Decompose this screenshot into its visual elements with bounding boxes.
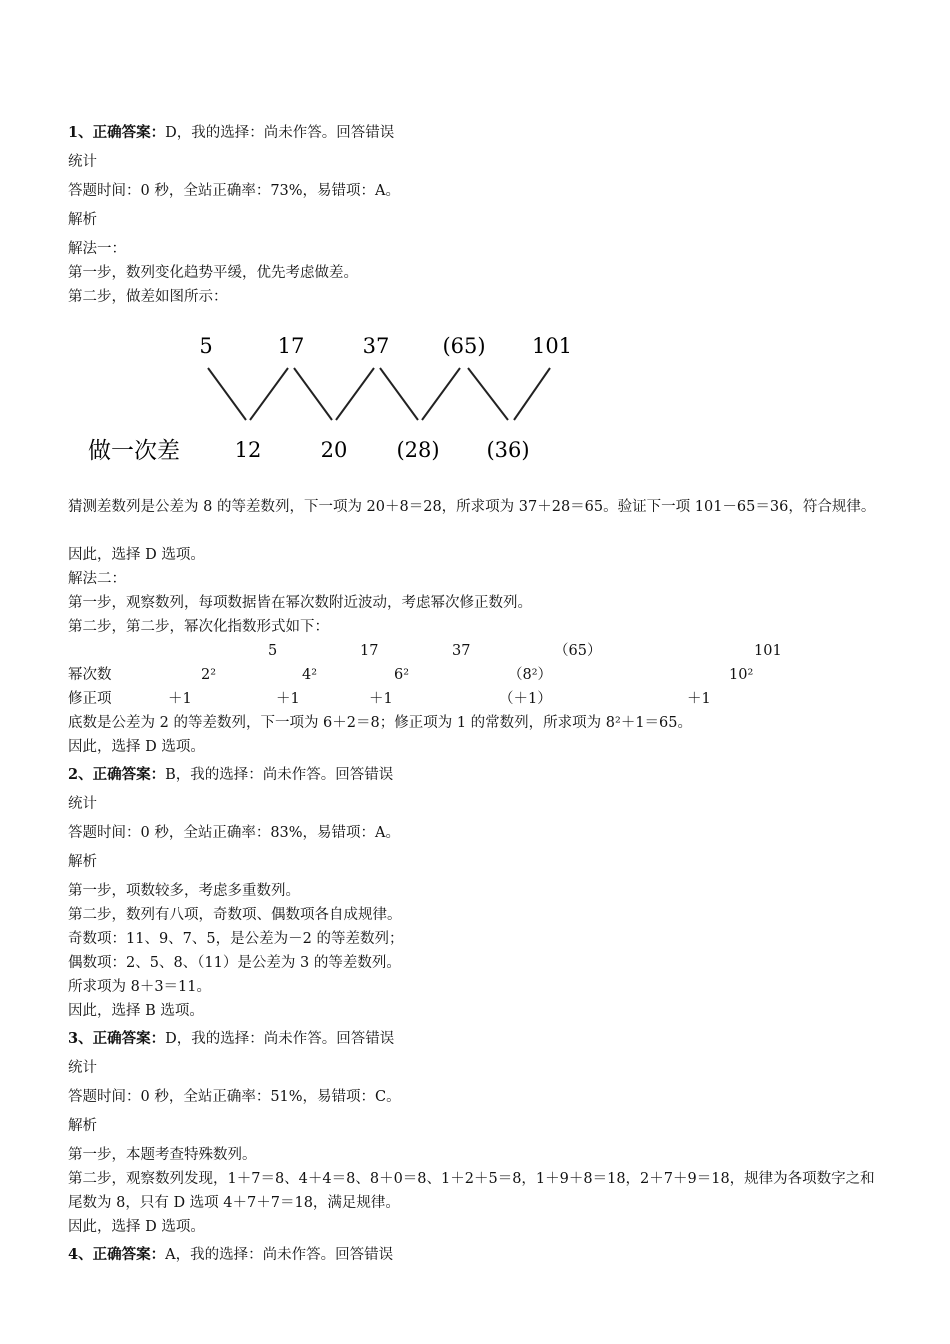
table-power: 4²	[302, 667, 318, 683]
diagram-top-term: 101	[531, 334, 573, 358]
q2-analysis-title: 解析	[68, 854, 97, 870]
q1-method2-conclusion: 因此，选择 D 选项。	[68, 739, 205, 755]
q1-method2-step2: 第二步，第二步，幂次化指数形式如下：	[68, 619, 329, 635]
q3-stats-line: 答题时间：0 秒，全站正确率：51%，易错项：C。	[68, 1089, 401, 1105]
table-term: 5	[268, 643, 278, 659]
table-correction: （＋1）	[499, 691, 552, 707]
difference-diagram	[68, 320, 588, 480]
diagram-diff-term: 20	[320, 438, 348, 462]
q3-conclusion: 因此，选择 D 选项。	[68, 1219, 205, 1235]
table-power-label: 幂次数	[68, 667, 112, 683]
q2-odd-terms: 奇数项：11、9、7、5，是公差为－2 的等差数列；	[68, 931, 404, 947]
table-term: （65）	[554, 643, 602, 659]
q2-result: 所求项为 8＋3＝11。	[68, 979, 212, 995]
q2-step1: 第一步，项数较多，考虑多重数列。	[68, 883, 300, 899]
q2-header: 2、正确答案：B，我的选择：尚未作答。回答错误	[68, 766, 394, 783]
table-power: 2²	[201, 667, 217, 683]
diagram-top-term: 5	[199, 334, 213, 358]
table-power: （8²）	[508, 667, 553, 683]
q1-header: 1、正确答案：D，我的选择：尚未作答。回答错误	[68, 124, 395, 141]
table-term: 37	[452, 643, 471, 659]
table-correction: ＋1	[276, 691, 300, 707]
q1-method2-paragraph: 底数是公差为 2 的等差数列，下一项为 6＋2＝8；修正项为 1 的常数列，所求项为 8²＋1＝65。	[68, 715, 692, 731]
table-power: 6²	[394, 667, 410, 683]
table-power: 10²	[729, 667, 754, 683]
q1-stats-line: 答题时间：0 秒，全站正确率：73%，易错项：A。	[68, 183, 401, 199]
q2-step2: 第二步，数列有八项，奇数项、偶数项各自成规律。	[68, 907, 402, 923]
diagram-diff-term: (36)	[486, 438, 530, 462]
q1-method1-conclusion: 因此，选择 D 选项。	[68, 547, 205, 563]
diagram-label: 做一次差	[88, 438, 180, 464]
q1-analysis-title: 解析	[68, 212, 97, 228]
q2-stats-title: 统计	[68, 796, 97, 812]
q1-stats-title: 统计	[68, 154, 97, 170]
table-correction: ＋1	[168, 691, 192, 707]
diagram-top-term: (65)	[442, 334, 486, 358]
q1-method1-step1: 第一步，数列变化趋势平缓，优先考虑做差。	[68, 265, 358, 281]
q3-header: 3、正确答案：D，我的选择：尚未作答。回答错误	[68, 1030, 395, 1047]
table-term: 17	[360, 643, 379, 659]
table-term: 101	[754, 643, 782, 659]
q2-even-terms: 偶数项：2、5、8、（11）是公差为 3 的等差数列。	[68, 955, 401, 971]
q2-conclusion: 因此，选择 B 选项。	[68, 1003, 204, 1019]
table-correction-label: 修正项	[68, 691, 112, 707]
q1-method1-paragraph: 猜测差数列是公差为 8 的等差数列，下一项为 20＋8＝28，所求项为 37＋28＝65。验证下一项 101－65＝36，符合规律。	[68, 499, 876, 515]
q1-method1-step2: 第二步，做差如图所示：	[68, 289, 228, 305]
table-correction: ＋1	[687, 691, 711, 707]
diagram-top-term: 37	[362, 334, 390, 358]
q4-header: 4、正确答案：A，我的选择：尚未作答。回答错误	[68, 1246, 394, 1263]
q1-method2-step1: 第一步，观察数列，每项数据皆在幂次数附近波动，考虑幂次修正数列。	[68, 595, 532, 611]
q1-method2-title: 解法二：	[68, 571, 126, 587]
table-correction: ＋1	[369, 691, 393, 707]
q2-stats-line: 答题时间：0 秒，全站正确率：83%，易错项：A。	[68, 825, 401, 841]
diagram-connector-lines	[208, 368, 550, 420]
diagram-diff-term: (28)	[396, 438, 440, 462]
q3-step1: 第一步，本题考查特殊数列。	[68, 1147, 257, 1163]
q1-method1-title: 解法一：	[68, 241, 126, 257]
diagram-top-term: 17	[277, 334, 305, 358]
diagram-diff-term: 12	[234, 438, 262, 462]
q3-stats-title: 统计	[68, 1060, 97, 1076]
q3-analysis-title: 解析	[68, 1118, 97, 1134]
q3-step2: 第二步，观察数列发现，1＋7＝8、4＋4＝8、8＋0＝8、1＋2＋5＝8，1＋9＋8＝18，2＋7＋9＝18，规律为各项数字之和尾数为 8，只有 D 选项 4＋7＋7＝18，满足规律。	[68, 1171, 875, 1211]
